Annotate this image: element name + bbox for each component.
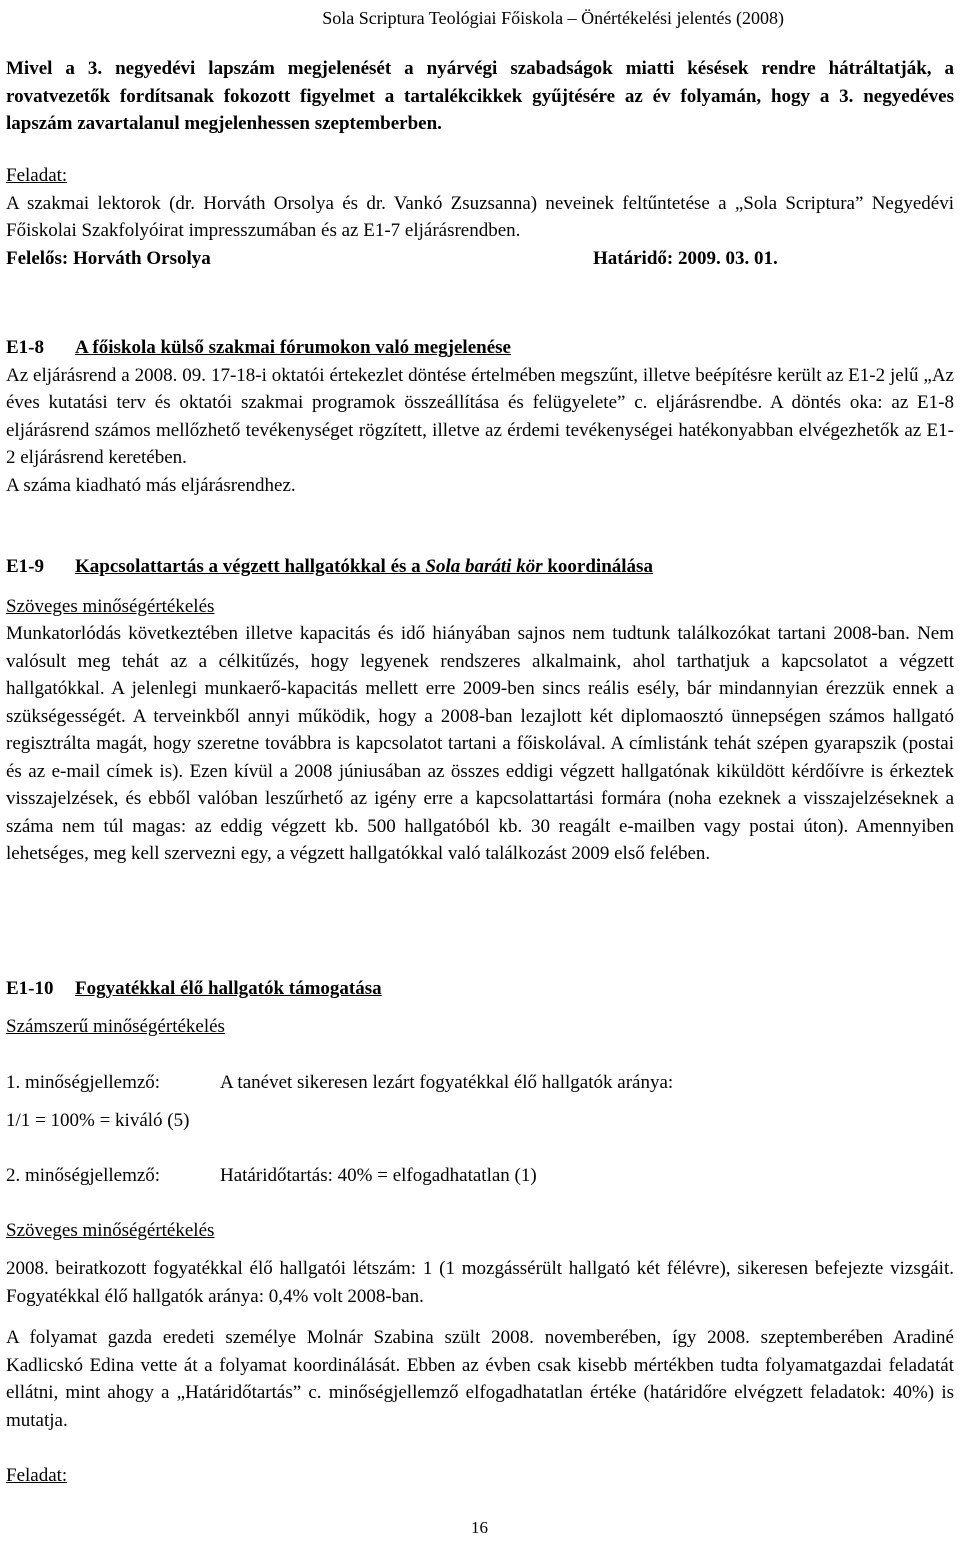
e1-8-paragraph-2: A száma kiadható más eljárásrendhez. <box>6 474 296 496</box>
section-heading-e1-10 <box>6 975 954 1003</box>
indicator-2-label: 2. minőségjellemző: <box>6 1165 161 1186</box>
section-e1-9 <box>6 553 954 868</box>
e1-10-paragraph-2: A folyamat gazda eredeti személye Molnár Szabina szült 2008. novemberében, így 2008. szeptemberében Aradiné Kadlicskó Edina vette át a folyamat koordinálását. Ebben az évben csak kisebb mértékben tudta folyamatgazdai feladatát ellátni, mint ahogy a „Határidőtartás” c. minőségjellemző elfogadhatatlan értéke (határidőre elvégzett feladatok: 40%) is mutatja. <box>6 1327 954 1431</box>
responsible: Felelős: Horváth Orsolya <box>6 247 211 269</box>
deadline: Határidő: 2009. 03. 01. <box>593 247 778 269</box>
indicator-1-value: 1/1 = 100% = kiváló (5) <box>6 1110 190 1131</box>
section-heading-e1-9 <box>6 553 954 581</box>
section-title: A főiskola külső szakmai fórumokon való megjelenése <box>75 337 511 358</box>
e1-10-task-block <box>6 1462 954 1490</box>
task-label: Feladat: <box>6 1465 68 1486</box>
e1-10-paragraph-1: 2008. beiratkozott fogyatékkal élő hallgatói létszám: 1 (1 mozgássérült hallgató két félévre), sikeresen befejezte vizsgáit. Fogyatékkal élő hallgatók aránya: 0,4% volt 2008-ban. <box>6 1258 954 1307</box>
section-code: E1-9 <box>6 556 44 577</box>
section-title: Fogyatékkal élő hallgatók támogatása <box>75 978 382 999</box>
indicator-1-label: 1. minőségjellemző: <box>6 1072 161 1093</box>
indicator-2-text: Határidőtartás: 40% = elfogadhatatlan (1) <box>220 1165 537 1186</box>
e1-10-paragraph-1-block <box>6 1255 954 1310</box>
indicator-1 <box>6 1069 954 1097</box>
e1-9-paragraph: Munkatorlódás következtében illetve kapacitás és idő hiányában sajnos nem tudtunk találkozókat tartani 2008-ban. Nem valósult meg tehát az a célkitűzés, hogy legyenek rendszeres alkalmaink, ahol tarthatjuk a kapcsolatot a végzett hallgatókkal. A jelenlegi munkaerő-kapacitás mellett erre 2009-ben sincs reális esély, bár mindannyian érezzük ennek a szükségességét. A terveinkből annyi működik, hogy a 2008-ban lezajlott két diplomaosztó ünnepségen számos hallgató regisztrálta magát, hogy szeretne továbbra is kapcsolatot tartani a főiskolával. A címlistánk tehát szépen gyarapszik (postai és az e-mail címek is). Ezen kívül a 2008 júniusában az összes eddigi végzett hallgatónak kiküldött kérdőívre is érkeztek visszajelzések, és ebből valóban leszűrhető az igény erre a kapcsolattartási formára (noha ezeknek a visszajelzéseknek a száma nem túl magas: az eddig végzett kb. 500 hallgatóból kb. 30 reagált e-mailben vagy postai úton). Amennyiben lehetséges, meg kell szervezni egy, a végzett hallgatókkal való találkozást 2009 első felében. <box>6 623 954 864</box>
e1-8-paragraph-1: Az eljárásrend a 2008. 09. 17-18-i oktatói értekezlet döntése értelmében megszűnt, illetve beépítésre került az E1-2 jelű „Az éves kutatási terv és oktatói szakmai programok összeállítása és felügyelete” c. eljárásrendbe. A döntés oka: az E1-8 eljárásrend számos mellőzhető tevékenységet rögzített, illetve az érdemi tevékenységei hatékonyabban elvégezhetők az E1-2 eljárásrend keretében. <box>6 364 954 468</box>
section-title-part-2: koordinálása <box>542 556 653 577</box>
page-number: 16 <box>471 1518 488 1537</box>
section-code: E1-10 <box>6 978 54 999</box>
indicator-1-text: A tanévet sikeresen lezárt fogyatékkal élő hallgatók aránya: <box>220 1072 674 1093</box>
responsible-deadline-row <box>6 245 954 273</box>
intro-paragraph: Mivel a 3. negyedévi lapszám megjelenését a nyárvégi szabadságok miatti késések rendre hátráltatják, a rovatvezetők fordítsanak fokozott figyelmet a tartalékcikkek gyűjtésére az év folyamán, hogy a 3. negyedéves lapszám zavartalanul megjelenhessen szeptemberben. <box>6 58 954 134</box>
subheading-numeric: Számszerű minőségértékelés <box>6 1016 225 1037</box>
task-text: A szakmai lektorok (dr. Horváth Orsolya és dr. Vankó Zsuzsanna) neveinek feltűntetése a „Sola Scriptura” Negyedévi Főiskolai Szakfolyóirat impresszumában és az E1-7 eljárásrendben. <box>6 192 954 241</box>
section-heading-e1-8 <box>6 334 954 362</box>
section-title-italic: Sola baráti kör <box>425 556 543 577</box>
e1-10-paragraph-2-block <box>6 1324 954 1434</box>
running-header: Sola Scriptura Teológiai Főiskola – Önértékelési jelentés (2008) <box>322 8 784 28</box>
intro-block <box>6 55 954 138</box>
section-code: E1-8 <box>6 337 44 358</box>
intro-task-block <box>6 162 954 272</box>
indicator-2 <box>6 1162 954 1190</box>
section-e1-8 <box>6 334 954 499</box>
task-label: Feladat: <box>6 165 68 186</box>
section-e1-10 <box>6 975 954 1003</box>
subheading-text-eval-2: Szöveges minőségértékelés <box>6 1220 215 1241</box>
subheading-text-eval: Szöveges minőségértékelés <box>6 595 215 617</box>
section-title-part-1: Kapcsolattartás a végzett hallgatókkal és a <box>75 556 426 577</box>
